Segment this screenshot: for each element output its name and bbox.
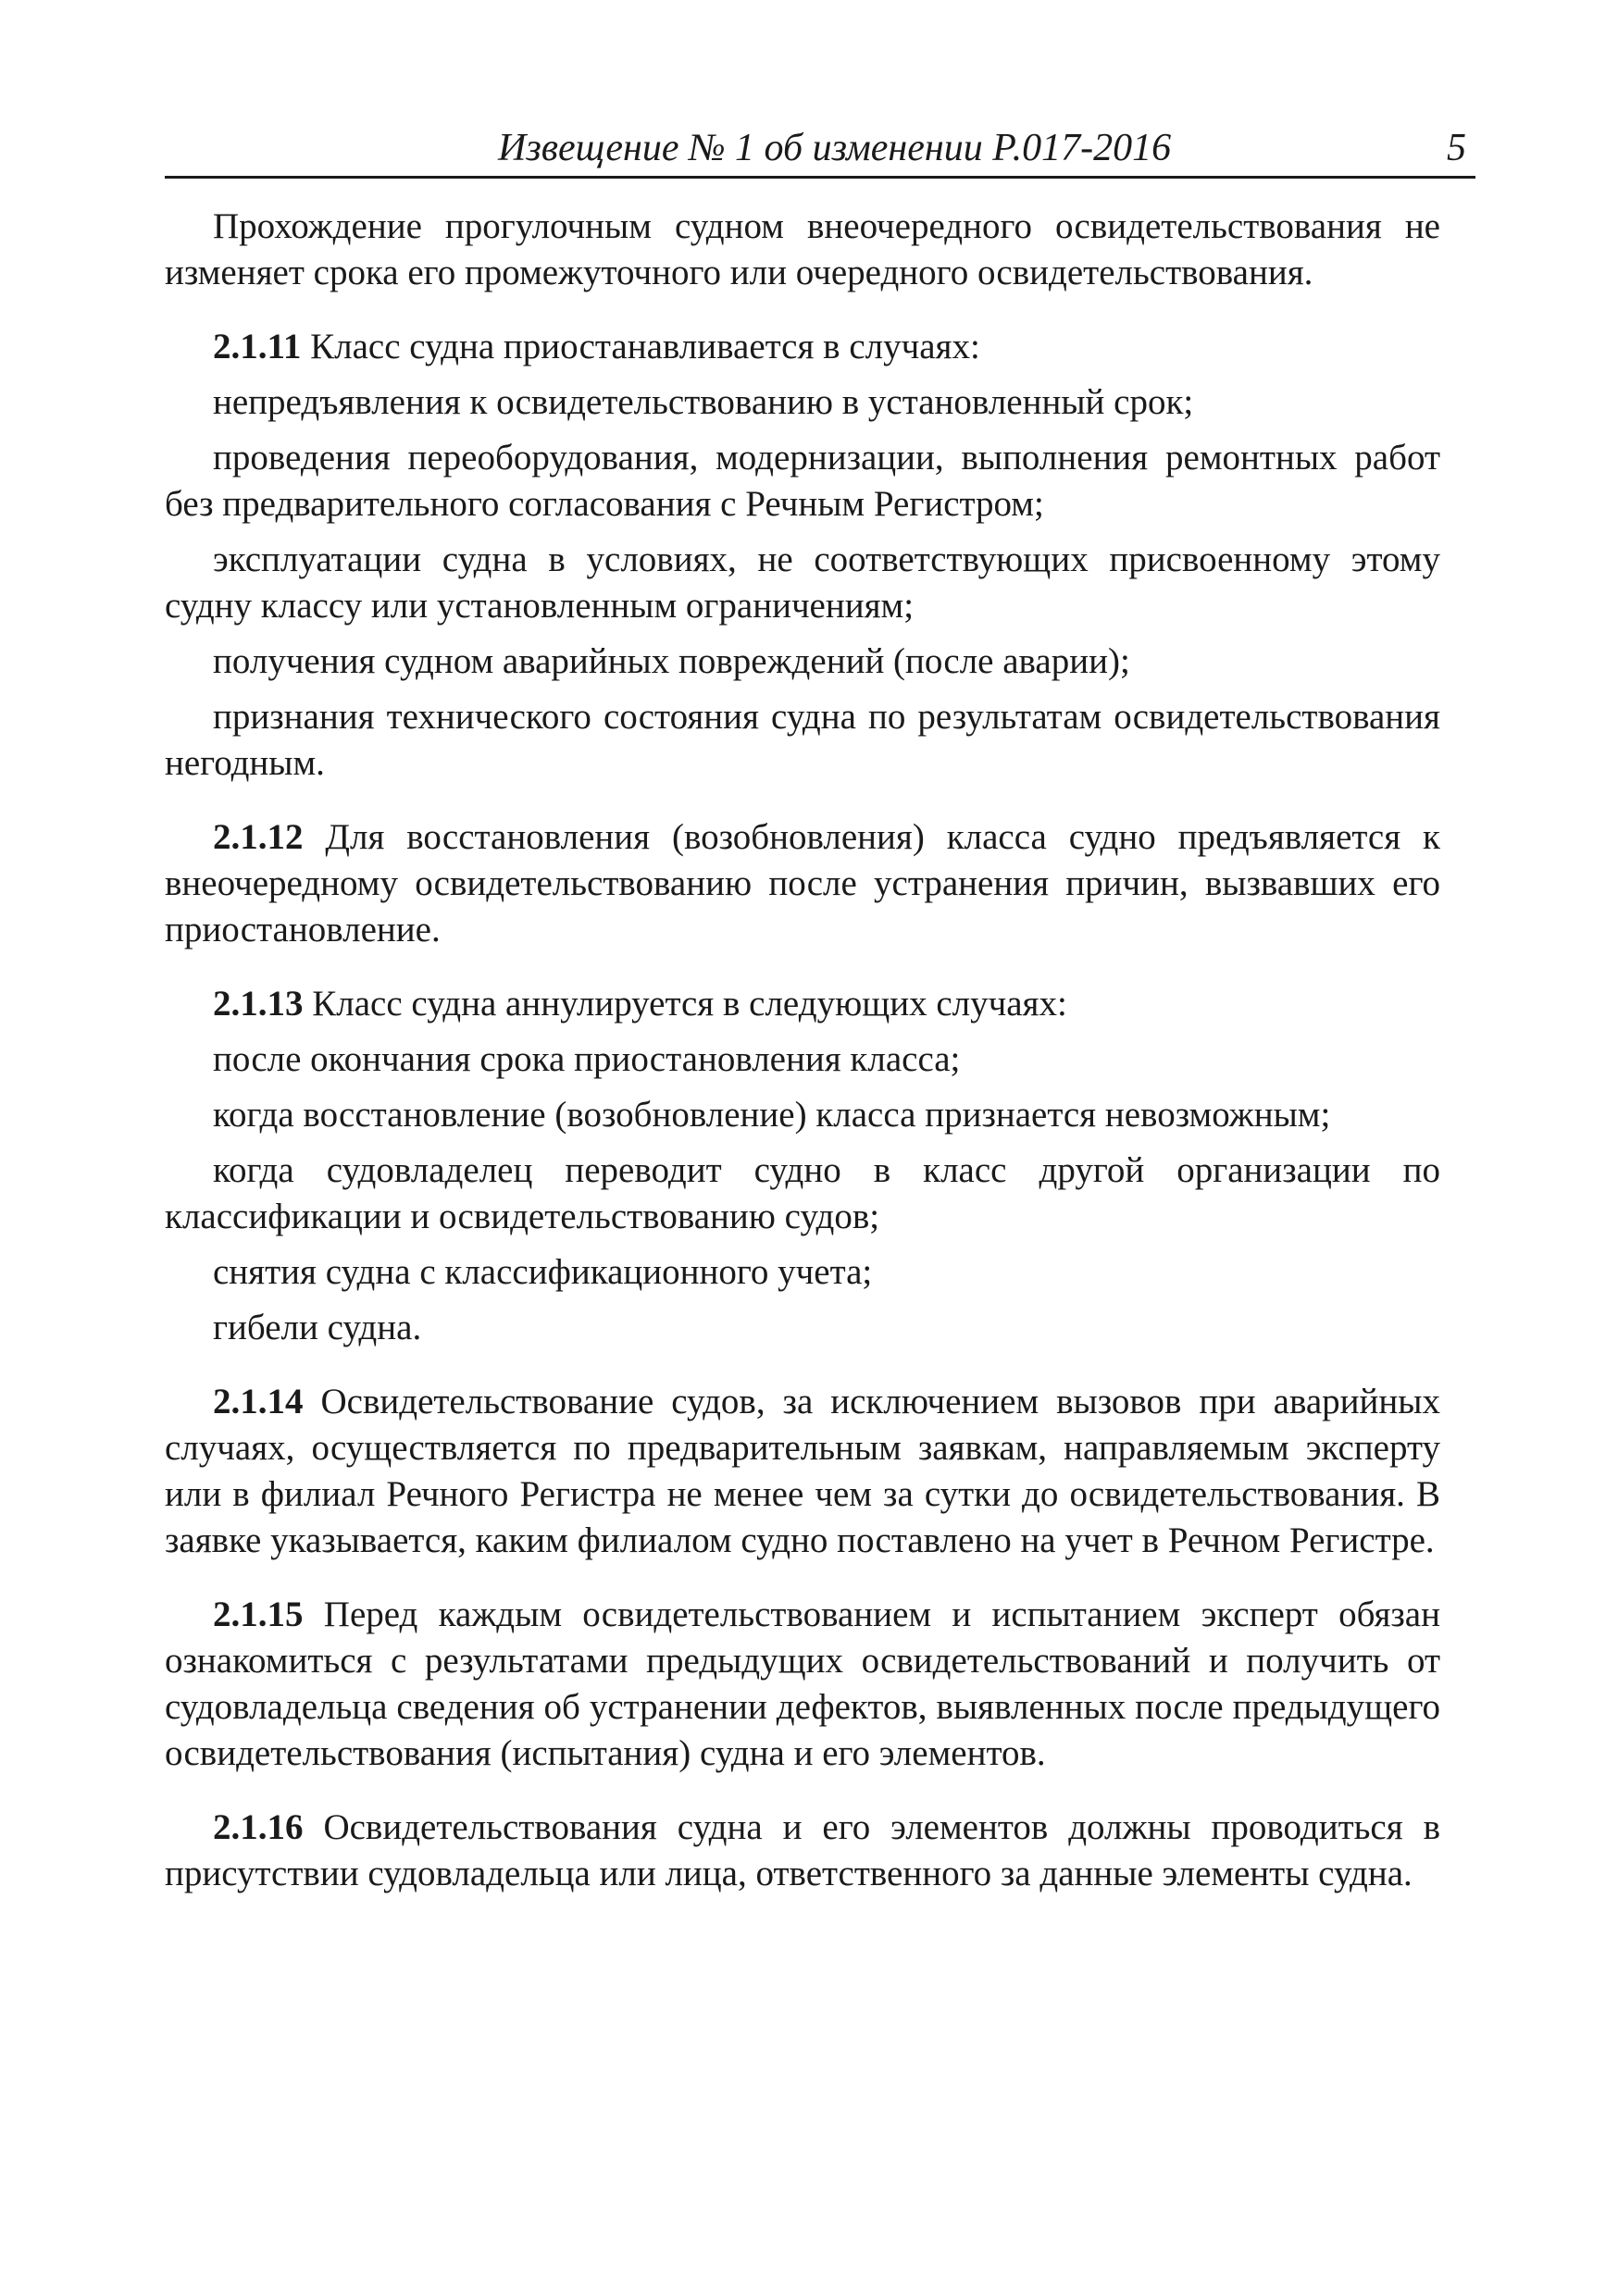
- list-item-text: признания технического состояния судна по результатам освидетельствования негодным.: [165, 697, 1440, 783]
- list-item: [165, 379, 1440, 426]
- clause-number: 2.1.12: [213, 817, 304, 857]
- paragraph-text: Прохождение прогулочным судном внеочередного освидетельствования не изменяет срока его промежуточного или очередного освидетельствования.: [165, 206, 1440, 292]
- list-item: [165, 1249, 1440, 1296]
- clause-text: Класс судна приостанавливается в случаях:: [301, 327, 980, 366]
- list-item-text: непредъявления к освидетельствованию в установленный срок;: [213, 382, 1194, 422]
- clause-number: 2.1.14: [213, 1382, 304, 1421]
- list-item-text: гибели судна.: [213, 1308, 422, 1347]
- list-item-text: после окончания срока приостановления класса;: [213, 1039, 961, 1079]
- clause-text: Освидетельствования судна и его элементов должны проводиться в присутствии судовладельца или лица, ответственного за данные элементы судна.: [165, 1807, 1440, 1893]
- clause-2-1-15: [165, 1592, 1440, 1777]
- paragraph: [165, 204, 1440, 296]
- list-item: [165, 694, 1440, 787]
- list-item: [165, 1036, 1440, 1083]
- clause-text: Для восстановления (возобновления) класса судно предъявляется к внеочередному освидетельствованию после устранения причин, вызвавших его приостановление.: [165, 817, 1440, 949]
- clause-2-1-12: [165, 814, 1440, 953]
- clause-number: 2.1.16: [213, 1807, 304, 1847]
- clause-2-1-11: [165, 324, 1440, 370]
- clause-2-1-14: [165, 1379, 1440, 1564]
- clause-2-1-13: [165, 981, 1440, 1027]
- clause-text: Освидетельствование судов, за исключением вызовов при аварийных случаях, осуществляется по предварительным заявкам, направляемым эксперту или в филиал Речного Регистра не менее чем за сутки до освидетельствования. В заявке указывается, каким филиалом судно поставлено на учет в Речном Регистре.: [165, 1382, 1440, 1560]
- list-item-text: проведения переоборудования, модернизации, выполнения ремонтных работ без предварительного согласования с Речным Регистром;: [165, 438, 1440, 524]
- page-number: 5: [1447, 127, 1466, 169]
- document-body: [165, 204, 1440, 1897]
- running-header: [165, 120, 1475, 179]
- list-item-text: когда восстановление (возобновление) класса признается невозможным;: [213, 1095, 1331, 1135]
- list-item: [165, 537, 1440, 629]
- list-item-text: получения судном аварийных повреждений (после аварии);: [213, 641, 1130, 681]
- list-item-text: когда судовладелец переводит судно в класс другой организации по классификации и освидетельствованию судов;: [165, 1150, 1440, 1236]
- clause-number: 2.1.11: [213, 327, 302, 366]
- list-item: [165, 1305, 1440, 1351]
- list-item: [165, 435, 1440, 527]
- list-item: [165, 1148, 1440, 1240]
- list-item-text: эксплуатации судна в условиях, не соответствующих присвоенному этому судну классу или установленным ограничениям;: [165, 540, 1440, 626]
- header-title: Извещение № 1 об изменении Р.017-2016: [498, 127, 1172, 169]
- clause-2-1-16: [165, 1805, 1440, 1897]
- list-item: [165, 1092, 1440, 1138]
- clause-number: 2.1.13: [213, 984, 304, 1024]
- clause-text: Класс судна аннулируется в следующих случаях:: [303, 984, 1067, 1024]
- list-item: [165, 639, 1440, 685]
- clause-text: Перед каждым освидетельствованием и испытанием эксперт обязан ознакомиться с результатами предыдущих освидетельствований и получить от судовладельца сведения об устранении дефектов, выявленных после предыдущего освидетельствования (испытания) судна и его элементов.: [165, 1595, 1440, 1773]
- list-item-text: снятия судна с классификационного учета;: [213, 1252, 873, 1292]
- clause-number: 2.1.15: [213, 1595, 304, 1634]
